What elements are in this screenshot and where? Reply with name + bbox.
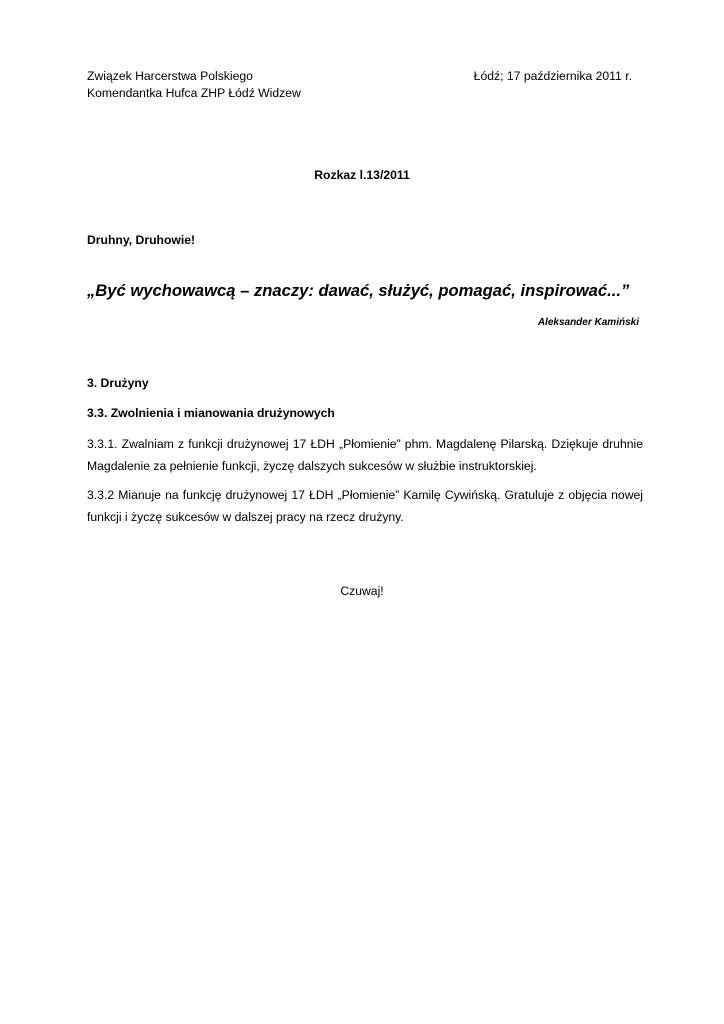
order-title: Rozkaz l.13/2011 — [314, 168, 410, 182]
section-title: 3. Drużyny — [87, 376, 149, 390]
greeting: Druhny, Druhowie! — [87, 233, 196, 247]
paragraph-dismissal: 3.3.1. Zwalniam z funkcji drużynowej 17 ŁDH „Płomienie” phm. Magdalenę Pilarską. Dziękuje druhnie Magdalenie za pełnienie funkcji, życzę dalszych sukcesów w służbie instruktorskiej. — [87, 437, 643, 473]
motto-author: Aleksander Kamiński — [537, 317, 639, 328]
place-date: Łódź; 17 października 2011 r. — [473, 69, 632, 83]
paragraph-appointment: 3.3.2 Mianuje na funkcję drużynowej 17 ŁDH „Płomienie” Kamilę Cywińską. Gratuluje z objęcia nowej funkcji i życzę sukcesów w dalszej pracy na rzecz drużyny. — [87, 488, 643, 524]
unit-name: Komendantka Hufca ZHP Łódź Widzew — [87, 86, 301, 100]
motto-quote: „Być wychowawcą – znaczy: dawać, służyć, pomagać, inspirować...” — [87, 281, 630, 300]
organization-name: Związek Harcerstwa Polskiego — [87, 69, 253, 83]
closing-salutation: Czuwaj! — [340, 584, 384, 598]
subsection-title: 3.3. Zwolnienia i mianowania drużynowych — [87, 406, 335, 420]
